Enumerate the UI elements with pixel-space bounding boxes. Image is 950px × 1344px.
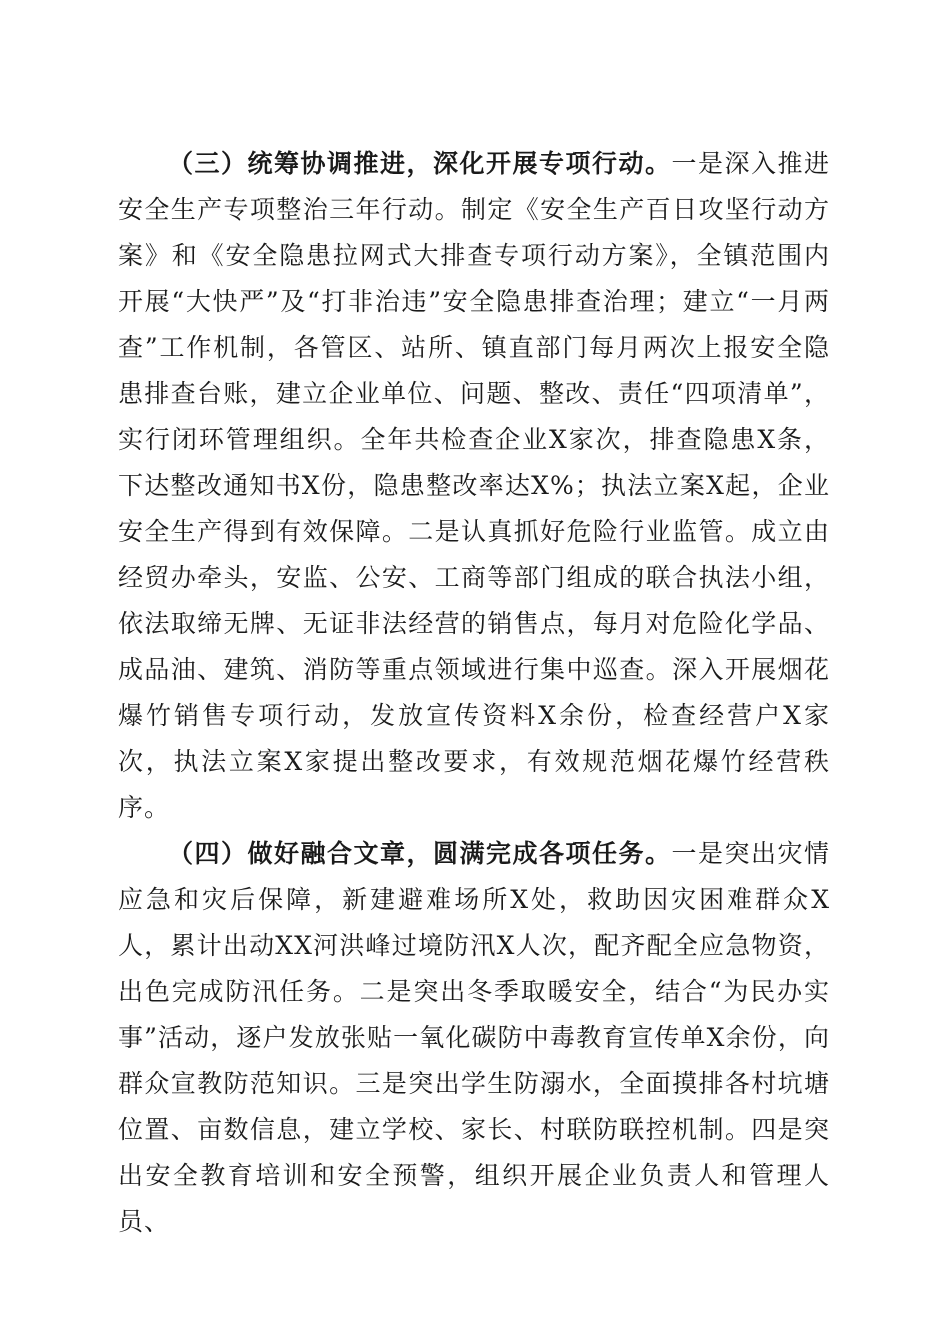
paragraph-section-3 — [118, 141, 830, 831]
paragraph-section-4 — [118, 831, 830, 1245]
document-body — [118, 141, 830, 1245]
section-3-heading: （三）统筹协调推进，深化开展专项行动。 — [168, 149, 672, 178]
section-3-text: 一是深入推进安全生产专项整治三年行动。制定《安全生产百日攻坚行动方案》和《安全隐患拉网式大排查专项行动方案》，全镇范围内开展“大快严”及“打非治违”安全隐患排查治理；建立“一月两查”工作机制，各管区、站所、镇直部门每月两次上报安全隐患排查台账，建立企业单位、问题、整改、责任“四项清单”，实行闭环管理组织。全年共检查企业X家次，排查隐患X条，下达整改通知书X份，隐患整改率达X%；执法立案X起，企业安全生产得到有效保障。二是认真抓好危险行业监管。成立由经贸办牵头，安监、公安、工商等部门组成的联合执法小组，依法取缔无牌、无证非法经营的销售点，每月对危险化学品、成品油、建筑、消防等重点领域进行集中巡查。深入开展烟花爆竹销售专项行动，发放宣传资料X余份，检查经营户X家次，执法立案X家提出整改要求，有效规范烟花爆竹经营秩序。 — [118, 149, 830, 822]
section-4-text: 一是突出灾情应急和灾后保障，新建避难场所X处，救助因灾困难群众X人，累计出动XX河洪峰过境防汛X人次，配齐配全应急物资，出色完成防汛任务。二是突出冬季取暖安全，结合“为民办实事”活动，逐户发放张贴一氧化碳防中毒教育宣传单X余份，向群众宣教防范知识。三是突出学生防溺水，全面摸排各村坑塘位置、亩数信息，建立学校、家长、村联防联控机制。四是突出安全教育培训和安全预警，组织开展企业负责人和管理人员、 — [118, 839, 830, 1236]
section-4-heading: （四）做好融合文章，圆满完成各项任务。 — [168, 839, 672, 868]
